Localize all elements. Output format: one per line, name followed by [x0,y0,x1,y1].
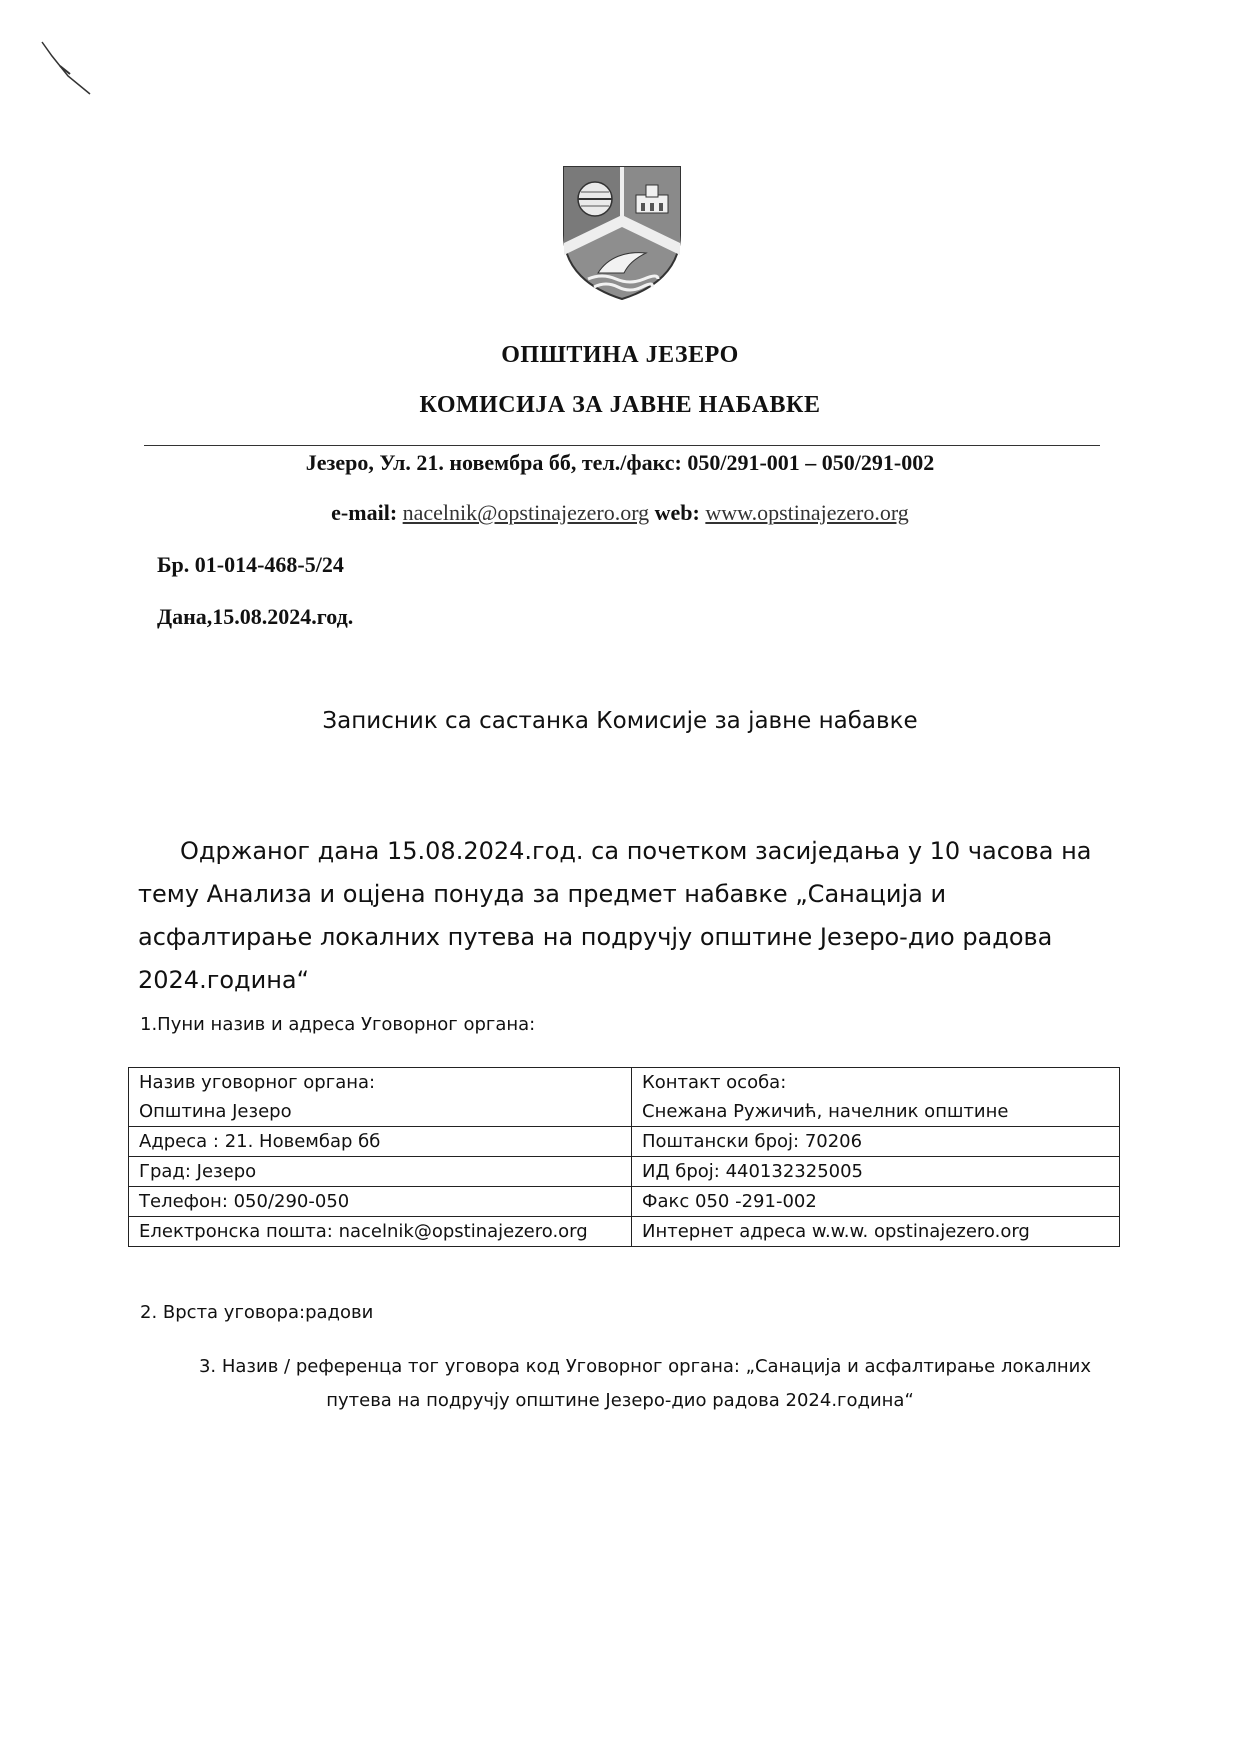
table-row [129,1217,1120,1247]
email-label: e-mail: [331,500,398,525]
table-row [129,1187,1120,1217]
email-link[interactable]: nacelnik@opstinajezero.org [402,500,650,525]
table-cell: Телефон: 050/290-050 [129,1187,632,1217]
address-line: Језеро, Ул. 21. новембра бб, тел./факс: 050/291-001 – 050/291-002 [305,450,935,475]
document-title: Записник са састанка Комисије за јавне набавке [322,708,918,734]
municipality-name: ОПШТИНА ЈЕЗЕРО [501,342,739,368]
table-cell: Адреса : 21. Новембар бб [129,1127,632,1157]
table-row [129,1157,1120,1187]
contact-line [0,500,1240,526]
table-cell: ИД број: 440132325005 [632,1157,1120,1187]
table-cell: Контакт особа: [632,1068,1120,1098]
table-cell: Снежана Ружичић, начелник општине [632,1097,1120,1127]
section-3-line-1: 3. Назив / референца тог уговора код Уговорног органа: „Санација и асфалтирање локалних [198,1356,1092,1377]
table-cell: Поштански број: 70206 [632,1127,1120,1157]
table-cell: Општина Језеро [129,1097,632,1127]
contracting-authority-table [128,1067,1120,1247]
document-date: Дана,15.08.2024.год. [157,604,354,629]
section-1-heading: 1.Пуни назив и адреса Уговорног органа: [140,1014,536,1035]
table-row [129,1068,1120,1098]
section-2-contract-type: 2. Врста уговора:радови [140,1302,374,1323]
scan-mark-icon [40,40,110,110]
intro-paragraph [138,830,1098,1002]
intro-text: Одржаног дана 15.08.2024.год. са почетком засиједања у 10 часова на тему Анализа и оцјена понуда за предмет набавке „Санација и асфалтирање локалних путева на подручју општине Језеро-дио радова 2024.година“ [138,837,1092,994]
commission-name: КОМИСИЈА ЗА ЈАВНЕ НАБАВКЕ [419,392,821,418]
header-divider [144,445,1100,446]
reference-number: Бр. 01-014-468-5/24 [157,552,344,577]
table-cell: Град: Језеро [129,1157,632,1187]
section-3-line-2: путева на подручју општине Језеро-дио радова 2024.година“ [326,1390,914,1411]
table-cell: Интернет адреса w.w.w. opstinajezero.org [632,1217,1120,1247]
table-cell: Назив уговорног органа: [129,1068,632,1098]
table-cell: Електронска пошта: nacelnik@opstinajezero.org [129,1217,632,1247]
web-label: web: [654,500,700,525]
municipality-coat-of-arms-icon [562,165,682,301]
web-link[interactable]: www.opstinajezero.org [705,500,909,525]
table-row [129,1127,1120,1157]
table-row [129,1097,1120,1127]
table-cell: Факс 050 -291-002 [632,1187,1120,1217]
